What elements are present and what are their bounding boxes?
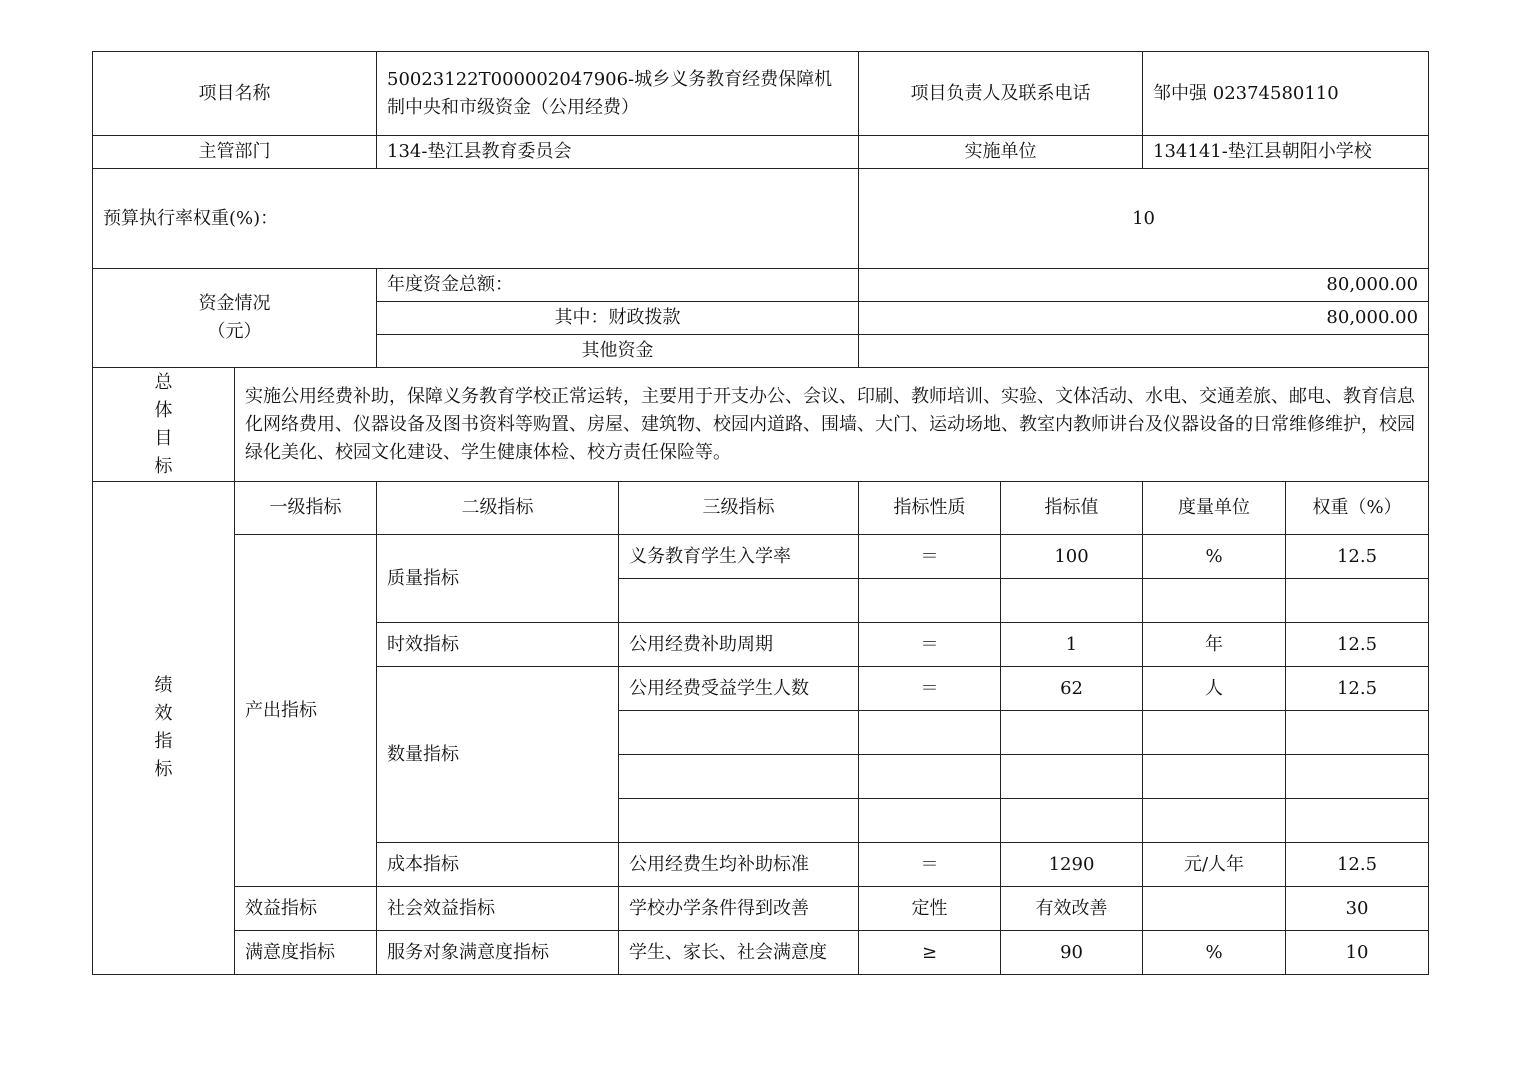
overall-goal-label: [93, 368, 235, 482]
empty-cell: [1001, 711, 1143, 755]
indicator-weight: 12.5: [1286, 667, 1429, 711]
timeliness-indicator-label: 时效指标: [377, 623, 619, 667]
goal-label-char: 总: [154, 371, 173, 393]
empty-cell: [859, 579, 1001, 623]
perf-label-char: 标: [154, 759, 173, 780]
empty-cell: [1001, 579, 1143, 623]
empty-cell: [1143, 799, 1286, 843]
empty-cell: [859, 755, 1001, 799]
empty-cell: [1286, 579, 1429, 623]
performance-target-table: [92, 51, 1429, 975]
benefit-indicator-label: 效益指标: [235, 887, 377, 931]
annual-total-value: 80,000.00: [859, 269, 1429, 302]
project-name-label: 项目名称: [93, 52, 377, 136]
header-level3: 三级指标: [619, 482, 859, 535]
service-satisfaction-label: 服务对象满意度指标: [377, 931, 619, 975]
empty-cell: [619, 579, 859, 623]
indicator-unit: 人: [1143, 667, 1286, 711]
performance-indicators-label: [93, 482, 235, 975]
overall-goal-text: 实施公用经费补助，保障义务教育学校正常运转，主要用于开支办公、会议、印刷、教师培训、实验、文体活动、水电、交通差旅、邮电、教育信息化网络费用、仪器设备及图书资料等购置、房屋、建筑物、校园内道路、围墙、大门、运动场地、教室内教师讲台及仪器设备的日常维修维护，校园绿化美化、校园文化建设、学生健康体检、校方责任保险等。: [235, 368, 1429, 482]
indicator-value: 100: [1001, 535, 1143, 579]
fiscal-allocation-value: 80,000.00: [859, 302, 1429, 335]
goal-label-char: 目: [154, 427, 173, 449]
department-value: 134-垫江县教育委员会: [377, 136, 859, 169]
empty-cell: [1143, 711, 1286, 755]
indicator-name: 学校办学条件得到改善: [619, 887, 859, 931]
funds-label: [93, 269, 377, 368]
goal-label-char: 体: [154, 399, 173, 421]
indicator-value: 1290: [1001, 843, 1143, 887]
budget-weight-label: 预算执行率权重(%)：: [93, 169, 859, 269]
indicator-value: 90: [1001, 931, 1143, 975]
indicator-nature: 定性: [859, 887, 1001, 931]
cost-indicator-label: 成本指标: [377, 843, 619, 887]
empty-cell: [1001, 755, 1143, 799]
perf-label-char: 效: [154, 703, 173, 724]
fiscal-allocation-label: 其中：财政拨款: [377, 302, 859, 335]
indicator-unit: [1143, 887, 1286, 931]
indicator-value: 62: [1001, 667, 1143, 711]
social-benefit-label: 社会效益指标: [377, 887, 619, 931]
perf-label-char: 指: [154, 731, 173, 752]
indicator-nature: ＝: [859, 843, 1001, 887]
empty-cell: [1286, 711, 1429, 755]
budget-weight-value: 10: [859, 169, 1429, 269]
output-indicator-label: 产出指标: [235, 535, 377, 887]
indicator-nature: ＝: [859, 667, 1001, 711]
project-leader-label: 项目负责人及联系电话: [859, 52, 1143, 136]
empty-cell: [619, 711, 859, 755]
indicator-unit: 年: [1143, 623, 1286, 667]
indicator-name: 学生、家长、社会满意度: [619, 931, 859, 975]
header-weight: 权重（%）: [1286, 482, 1429, 535]
quality-indicator-label: 质量指标: [377, 535, 619, 623]
empty-cell: [859, 799, 1001, 843]
indicator-name: 义务教育学生入学率: [619, 535, 859, 579]
indicator-weight: 30: [1286, 887, 1429, 931]
indicator-weight: 12.5: [1286, 843, 1429, 887]
header-level1: 一级指标: [235, 482, 377, 535]
project-leader-value: 邹中强 02374580110: [1143, 52, 1429, 136]
funds-label-line2: （元）: [207, 321, 262, 342]
indicator-nature: ≥: [859, 931, 1001, 975]
other-funds-label: 其他资金: [377, 335, 859, 368]
perf-label-char: 绩: [154, 675, 173, 696]
header-unit: 度量单位: [1143, 482, 1286, 535]
empty-cell: [859, 711, 1001, 755]
implementing-unit-label: 实施单位: [859, 136, 1143, 169]
implementing-unit-value: 134141-垫江县朝阳小学校: [1143, 136, 1429, 169]
header-value: 指标值: [1001, 482, 1143, 535]
indicator-nature: ＝: [859, 535, 1001, 579]
satisfaction-indicator-label: 满意度指标: [235, 931, 377, 975]
indicator-name: 公用经费补助周期: [619, 623, 859, 667]
empty-cell: [1286, 799, 1429, 843]
annual-total-label: 年度资金总额：: [377, 269, 859, 302]
empty-cell: [1143, 755, 1286, 799]
indicator-name: 公用经费受益学生人数: [619, 667, 859, 711]
indicator-unit: %: [1143, 931, 1286, 975]
empty-cell: [619, 755, 859, 799]
indicator-weight: 12.5: [1286, 623, 1429, 667]
other-funds-value: [859, 335, 1429, 368]
empty-cell: [1001, 799, 1143, 843]
funds-label-line1: 资金情况: [198, 293, 271, 314]
empty-cell: [1143, 579, 1286, 623]
department-label: 主管部门: [93, 136, 377, 169]
indicator-weight: 12.5: [1286, 535, 1429, 579]
header-level2: 二级指标: [377, 482, 619, 535]
indicator-unit: 元/人年: [1143, 843, 1286, 887]
goal-label-char: 标: [154, 455, 173, 477]
indicator-value: 1: [1001, 623, 1143, 667]
indicator-weight: 10: [1286, 931, 1429, 975]
header-nature: 指标性质: [859, 482, 1001, 535]
indicator-unit: %: [1143, 535, 1286, 579]
indicator-nature: ＝: [859, 623, 1001, 667]
indicator-value: 有效改善: [1001, 887, 1143, 931]
indicator-name: 公用经费生均补助标准: [619, 843, 859, 887]
empty-cell: [1286, 755, 1429, 799]
project-name-value: 50023122T000002047906-城乡义务教育经费保障机制中央和市级资金（公用经费）: [377, 52, 859, 136]
empty-cell: [619, 799, 859, 843]
quantity-indicator-label: 数量指标: [377, 667, 619, 843]
